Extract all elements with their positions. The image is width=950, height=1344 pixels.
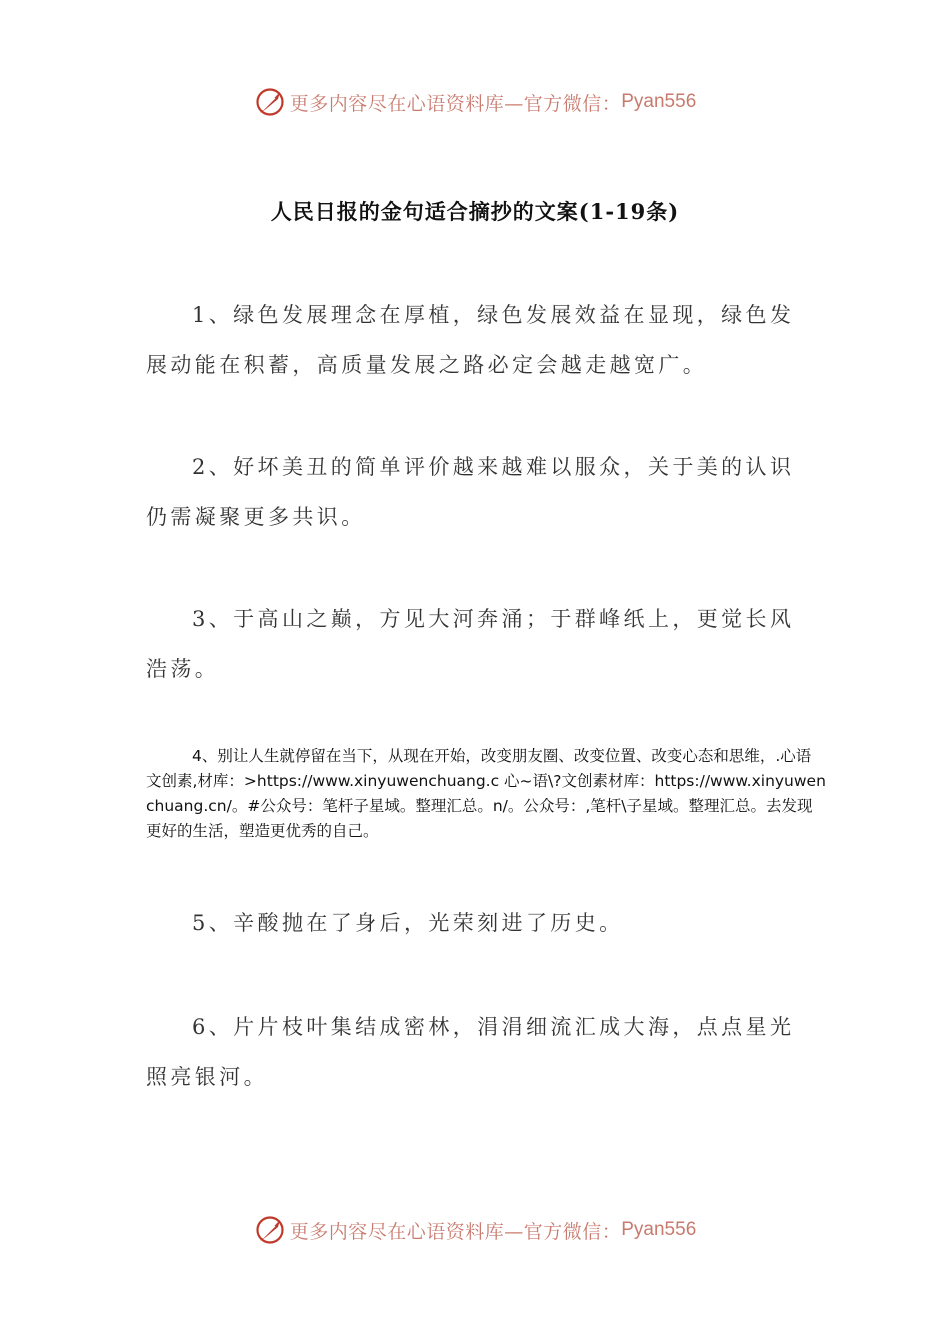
paragraph-1: 1、绿色发展理念在厚植，绿色发展效益在显现，绿色发展动能在积蓄，高质量发展之路必定会越走越宽广。 [146, 303, 795, 377]
paragraph-2: 2、好坏美丑的简单评价越来越难以服众，关于美的认识仍需凝聚更多共识。 [146, 455, 795, 529]
paragraph-3: 3、于高山之巅，方见大河奔涌；于群峰纸上，更觉长风浩荡。 [146, 607, 795, 681]
banner-text: 更多内容尽在心语资料库—官方微信： [289, 1220, 622, 1243]
paragraph-5: 5、辛酸抛在了身后，光荣刻进了历史。 [192, 911, 624, 935]
document-title: 人民日报的金句适合摘抄的文案(1-19条) [270, 199, 680, 224]
quill-pen-logo-icon [254, 86, 286, 118]
wechat-id: Pyan556 [621, 1219, 697, 1240]
wechat-id: Pyan556 [621, 91, 697, 112]
paragraph-6: 6、片片枝叶集结成密林，涓涓细流汇成大海，点点星光照亮银河。 [146, 1015, 795, 1089]
quill-pen-logo-icon [254, 1214, 286, 1246]
paragraph-4: 4、别让人生就停留在当下，从现在开始，改变朋友圈、改变位置、改变心态和思维，.心语文创素,材库：>https://www.xinyuwenchuang.c 心~语\?文创素材库：https://www.xinyuwenchuang.cn/。#公众号：笔杆子星域。整理汇总。n/。公众号：,笔杆\子星域。整理汇总。去发现更好的生活，塑造更优秀的自己。 [146, 747, 826, 840]
banner-text: 更多内容尽在心语资料库—官方微信： [289, 92, 622, 115]
footer-banner [0, 1210, 950, 1250]
header-banner [0, 82, 950, 122]
